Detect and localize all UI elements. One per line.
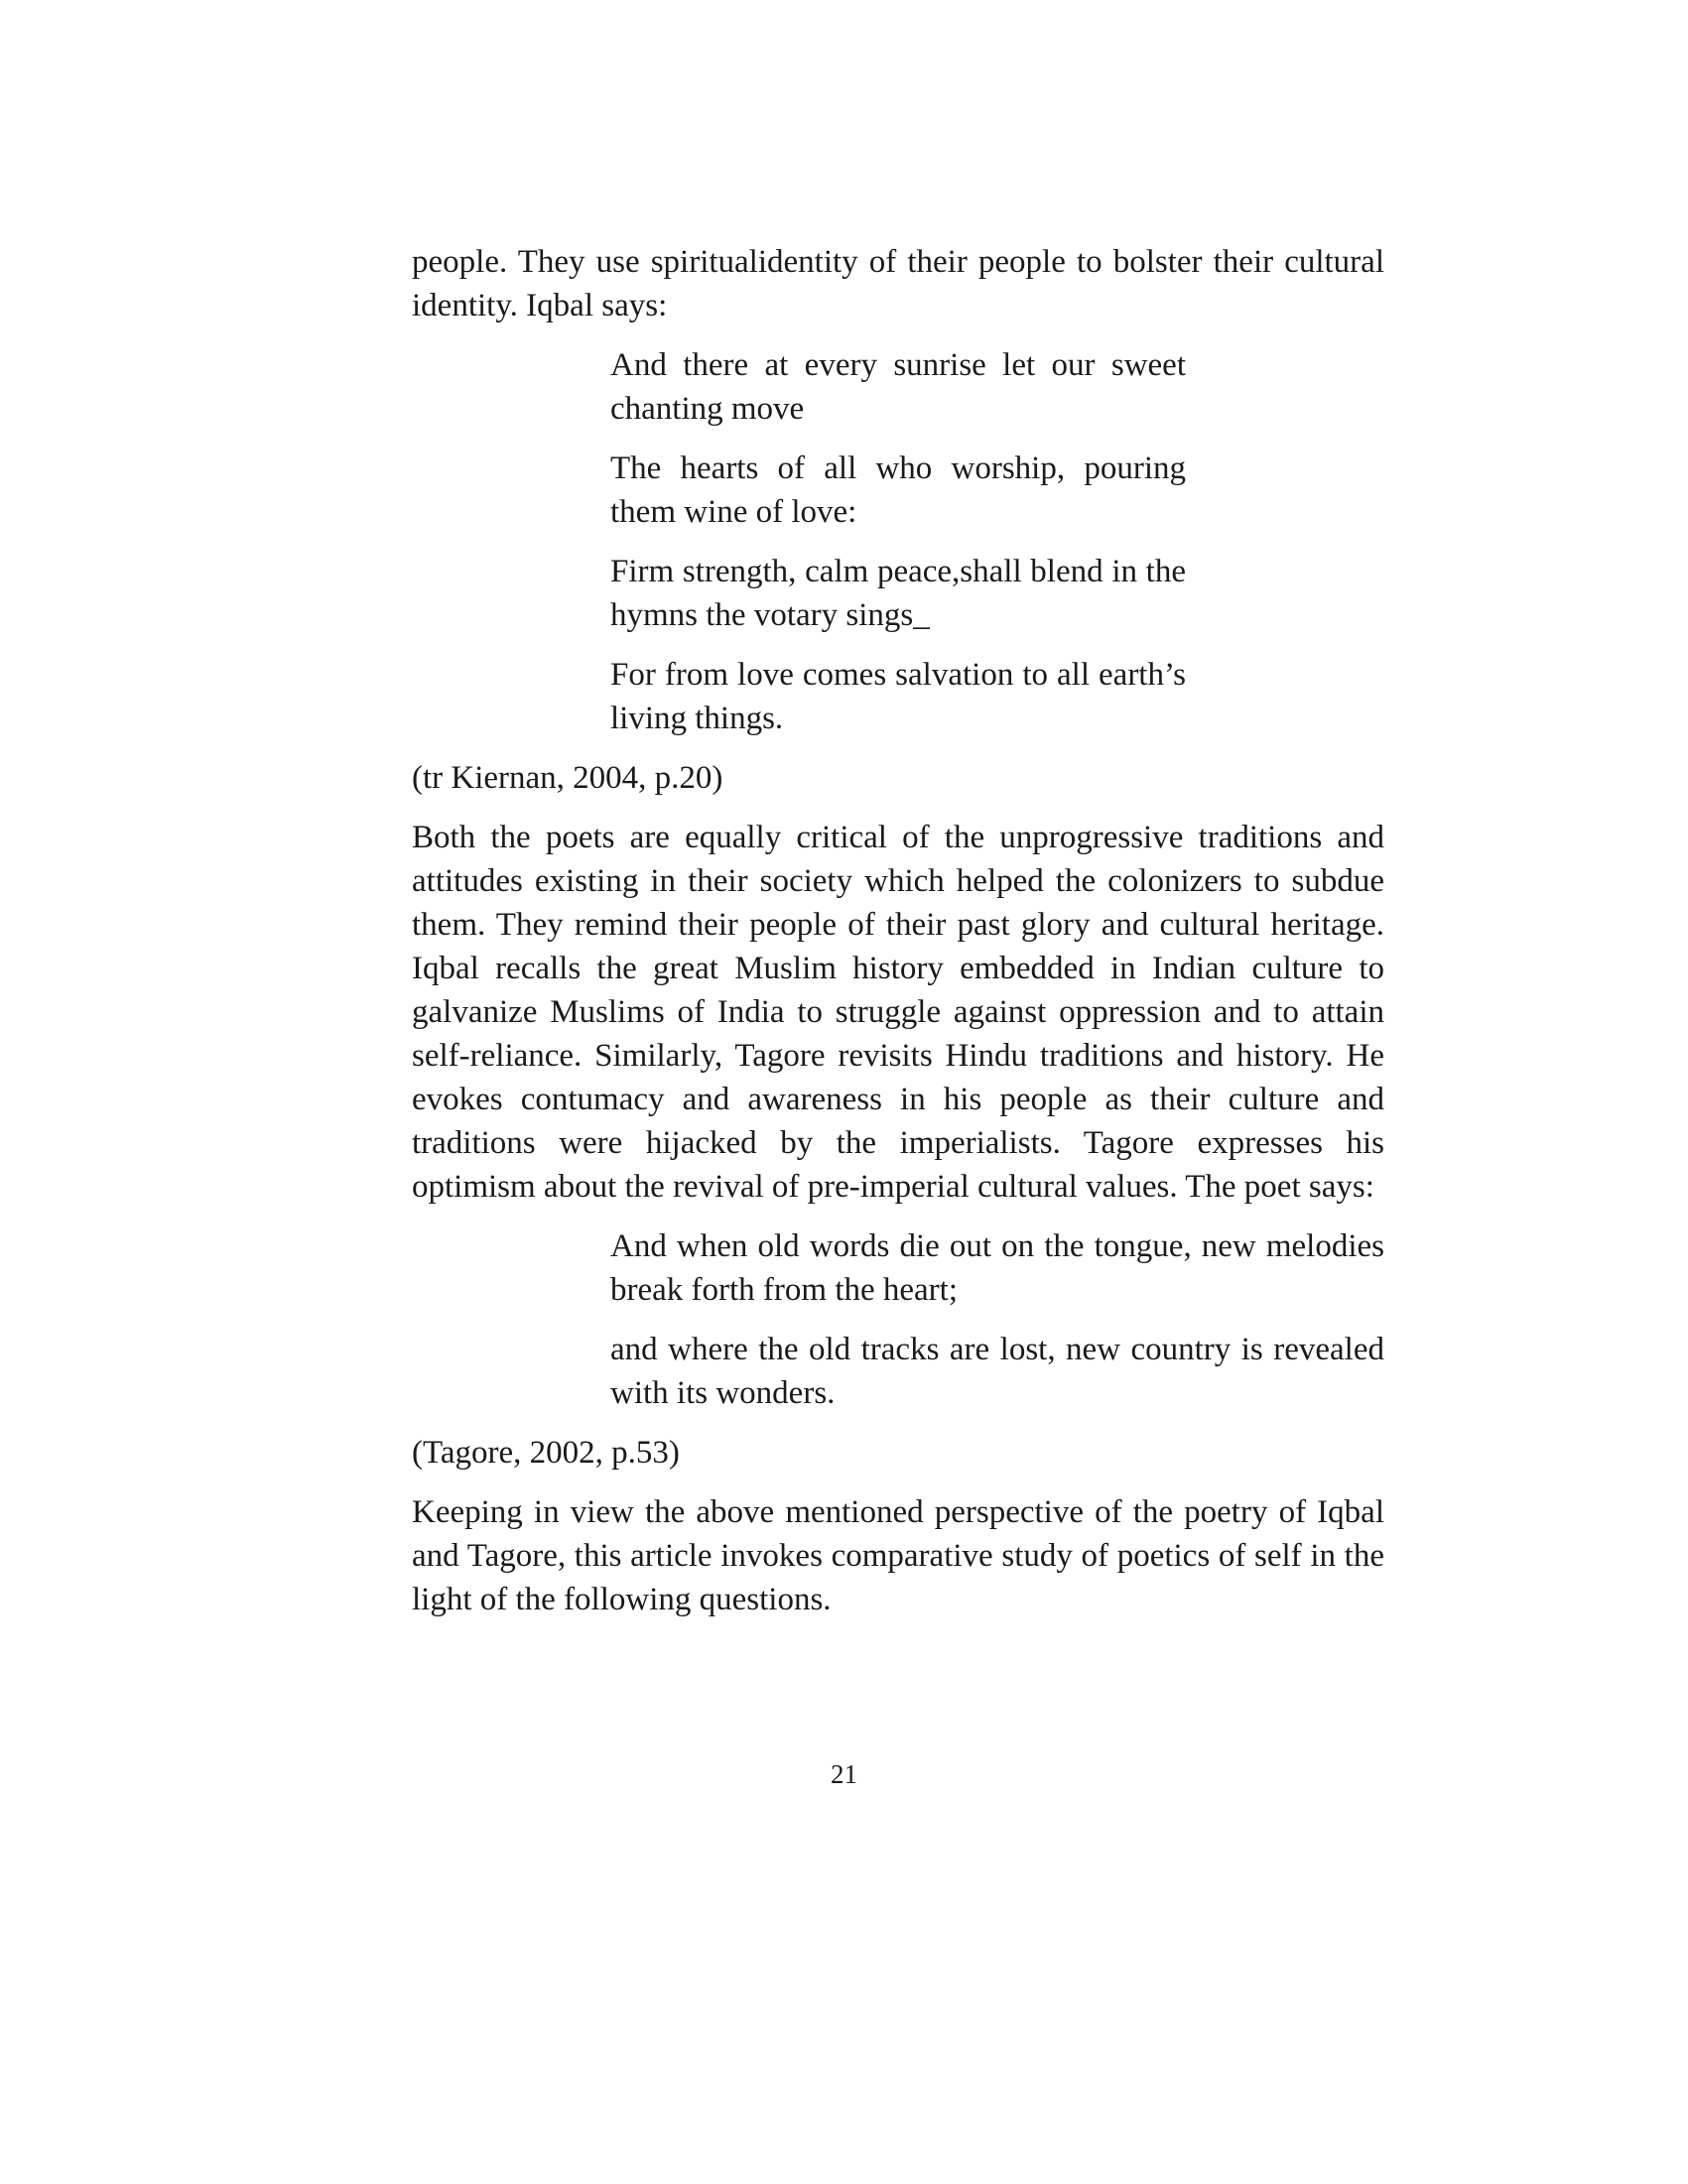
page-number: 21 (831, 1759, 857, 1789)
paragraph-conclusion: Keeping in view the above mentioned perspective of the poetry of Iqbal and Tagore, this article invokes comparative study of poetics of self in the light of the following questions. (412, 1494, 1384, 1617)
tagore-verse-quote (610, 1224, 1384, 1415)
tagore-citation: (Tagore, 2002, p.53) (412, 1435, 680, 1471)
tagore-verse-stanza: and where the old tracks are lost, new country is revealed with its wonders. (610, 1332, 1384, 1411)
paragraph-intro: people. They use spiritualidentity of their people to bolster their cultural identity. Iqbal says: (412, 244, 1384, 323)
iqbal-citation: (tr Kiernan, 2004, p.20) (412, 760, 723, 796)
text-column (412, 240, 1384, 1621)
iqbal-verse-stanza: Firm strength, calm peace,shall blend in the hymns the votary sings_ (610, 554, 1186, 633)
iqbal-verse-stanza: And there at every sunrise let our sweet chanting move (610, 347, 1186, 427)
iqbal-verse-quote (610, 343, 1186, 740)
paragraph-comparison: Both the poets are equally critical of the unprogressive traditions and attitudes existing in their society which helped the colonizers to subdue them. They remind their people of their past glory and cultural heritage. Iqbal recalls the great Muslim history embedded in Indian culture to galvanize Muslims of India to struggle against oppression and to attain self-reliance. Similarly, Tagore revisits Hindu traditions and history. He evokes contumacy and awareness in his people as their culture and traditions were hijacked by the imperialists. Tagore expresses his optimism about the revival of pre-imperial cultural values. The poet says: (412, 820, 1384, 1205)
tagore-verse-stanza: And when old words die out on the tongue, new melodies break forth from the heart; (610, 1228, 1384, 1308)
iqbal-verse-stanza: For from love comes salvation to all earth’s living things. (610, 657, 1186, 736)
iqbal-verse-stanza: The hearts of all who worship, pouring them wine of love: (610, 450, 1186, 530)
